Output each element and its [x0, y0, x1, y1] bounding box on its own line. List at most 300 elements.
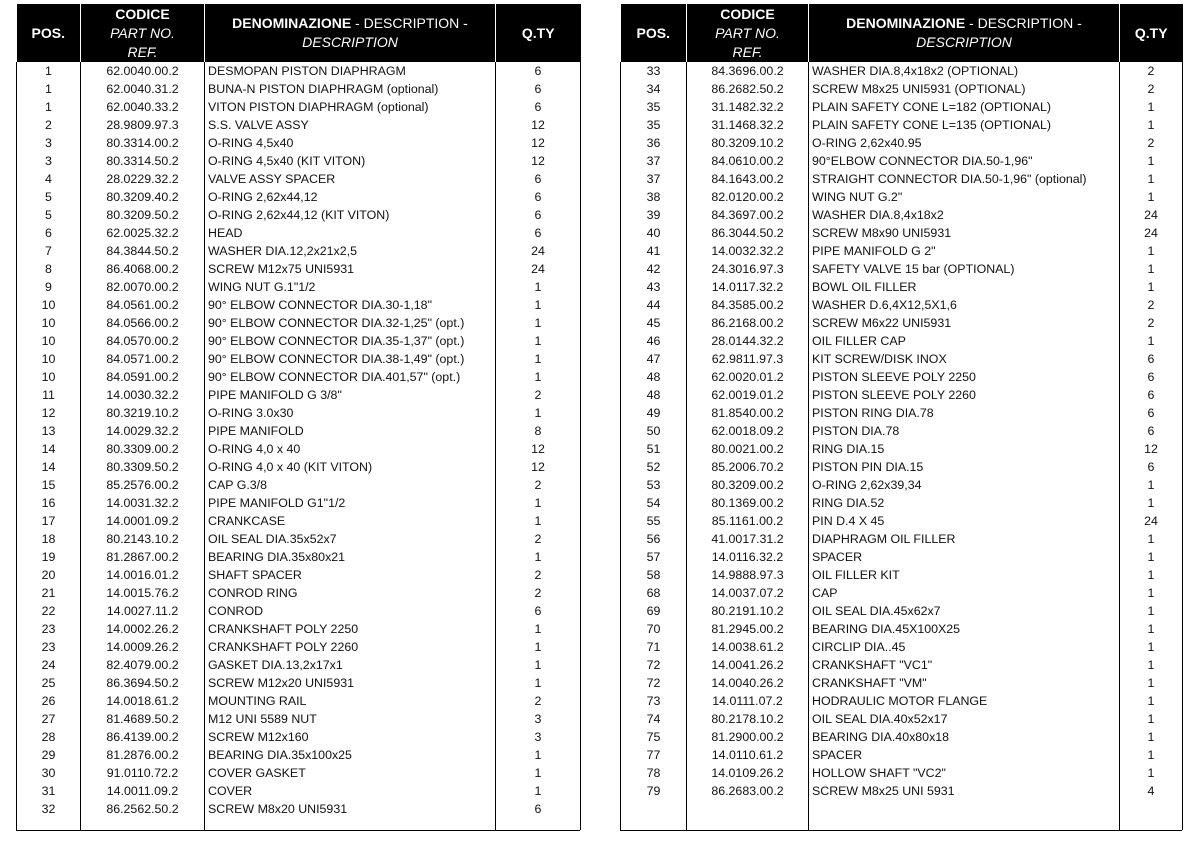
- quantity-cell: 1: [1120, 710, 1183, 728]
- description-cell: KIT SCREW/DISK INOX: [809, 350, 1120, 368]
- description-cell: O-RING 2,62x40.95: [809, 134, 1120, 152]
- part-number-cell: 14.0116.32.2: [687, 548, 809, 566]
- pos-cell: 9: [17, 278, 81, 296]
- quantity-cell: 3: [496, 710, 581, 728]
- empty-cell: [496, 818, 581, 830]
- part-number-cell: 81.2945.00.2: [687, 620, 809, 638]
- pos-cell: 23: [17, 638, 81, 656]
- quantity-cell: 2: [1120, 62, 1183, 80]
- table-row: [621, 530, 1183, 548]
- pos-cell: 41: [621, 242, 687, 260]
- quantity-cell: 2: [496, 566, 581, 584]
- quantity-cell: 1: [496, 404, 581, 422]
- quantity-cell: 1: [1120, 638, 1183, 656]
- quantity-cell: 1: [1120, 530, 1183, 548]
- quantity-cell: 1: [1120, 746, 1183, 764]
- pos-cell: 34: [621, 80, 687, 98]
- description-cell: CRANKSHAFT "VC1": [809, 656, 1120, 674]
- description-cell: HEAD: [205, 224, 496, 242]
- part-number-cell: 81.2867.00.2: [81, 548, 205, 566]
- pos-cell: 57: [621, 548, 687, 566]
- table-row: [17, 242, 581, 260]
- table-row: [621, 602, 1183, 620]
- quantity-cell: 1: [1120, 566, 1183, 584]
- description-cell: WASHER D.6,4X12,5X1,6: [809, 296, 1120, 314]
- description-cell: PISTON DIA.78: [809, 422, 1120, 440]
- table-row: [621, 368, 1183, 386]
- table-row: [17, 260, 581, 278]
- quantity-cell: 1: [1120, 260, 1183, 278]
- quantity-cell: 1: [496, 746, 581, 764]
- pos-cell: 73: [621, 692, 687, 710]
- part-number-cell: 14.0027.11.2: [81, 602, 205, 620]
- part-number-cell: 80.0021.00.2: [687, 440, 809, 458]
- pos-cell: 8: [17, 260, 81, 278]
- pos-cell: 13: [17, 422, 81, 440]
- pos-cell: 18: [17, 530, 81, 548]
- description-cell: PLAIN SAFETY CONE L=135 (OPTIONAL): [809, 116, 1120, 134]
- quantity-cell: 24: [1120, 224, 1183, 242]
- quantity-cell: 1: [1120, 170, 1183, 188]
- qty-header: Q.TY: [496, 4, 581, 62]
- part-number-cell: 80.2143.10.2: [81, 530, 205, 548]
- pos-cell: 22: [17, 602, 81, 620]
- description-cell: BUNA-N PISTON DIAPHRAGM (optional): [205, 80, 496, 98]
- part-number-cell: 14.0018.61.2: [81, 692, 205, 710]
- table-row: [621, 566, 1183, 584]
- pos-cell: 7: [17, 242, 81, 260]
- quantity-cell: 1: [1120, 764, 1183, 782]
- pos-cell: 77: [621, 746, 687, 764]
- description-cell: O-RING 4,5x40: [205, 134, 496, 152]
- pos-cell: 10: [17, 350, 81, 368]
- part-number-cell: 24.3016.97.3: [687, 260, 809, 278]
- pos-cell: 72: [621, 656, 687, 674]
- part-number-cell: 84.0570.00.2: [81, 332, 205, 350]
- description-cell: WASHER DIA.12,2x21x2,5: [205, 242, 496, 260]
- pos-cell: 5: [17, 188, 81, 206]
- description-cell: O-RING 3.0x30: [205, 404, 496, 422]
- table-row: [621, 188, 1183, 206]
- pos-cell: 48: [621, 386, 687, 404]
- quantity-cell: 1: [1120, 494, 1183, 512]
- part-number-cell: 81.2876.00.2: [81, 746, 205, 764]
- table-row: [17, 692, 581, 710]
- table-row: [621, 62, 1183, 80]
- part-number-cell: 82.4079.00.2: [81, 656, 205, 674]
- description-cell: O-RING 2,62x39,34: [809, 476, 1120, 494]
- quantity-cell: 24: [1120, 206, 1183, 224]
- part-number-cell: 62.0019.01.2: [687, 386, 809, 404]
- table-bottom-border-left: [16, 830, 580, 831]
- part-number-cell: 84.3696.00.2: [687, 62, 809, 80]
- table-row: [17, 134, 581, 152]
- description-cell: BEARING DIA.35x80x21: [205, 548, 496, 566]
- pos-cell: 69: [621, 602, 687, 620]
- table-row: [17, 188, 581, 206]
- part-number-cell: 86.2562.50.2: [81, 800, 205, 818]
- quantity-cell: 1: [496, 782, 581, 800]
- part-number-cell: 86.2683.00.2: [687, 782, 809, 800]
- table-row: [17, 368, 581, 386]
- description-cell: CAP: [809, 584, 1120, 602]
- part-number-cell: 14.0031.32.2: [81, 494, 205, 512]
- table-row: [17, 170, 581, 188]
- part-number-cell: 84.0571.00.2: [81, 350, 205, 368]
- description-cell: 90°ELBOW CONNECTOR DIA.50-1,96": [809, 152, 1120, 170]
- quantity-cell: 6: [496, 224, 581, 242]
- table-row: [17, 548, 581, 566]
- description-cell: GASKET DIA.13,2x17x1: [205, 656, 496, 674]
- description-cell: 90° ELBOW CONNECTOR DIA.35-1,37" (opt.): [205, 332, 496, 350]
- table-row: [621, 494, 1183, 512]
- table-row: [17, 458, 581, 476]
- description-cell: OIL SEAL DIA.45x62x7: [809, 602, 1120, 620]
- part-number-cell: 14.0117.32.2: [687, 278, 809, 296]
- pos-cell: 14: [17, 458, 81, 476]
- table-row: [621, 782, 1183, 800]
- description-cell: CRANKSHAFT POLY 2250: [205, 620, 496, 638]
- table-row: [17, 116, 581, 134]
- qty-header: Q.TY: [1120, 4, 1183, 62]
- pos-cell: 48: [621, 368, 687, 386]
- description-cell: O-RING 4,0 x 40: [205, 440, 496, 458]
- quantity-cell: 12: [496, 152, 581, 170]
- part-number-cell: 82.0070.00.2: [81, 278, 205, 296]
- table-row: [17, 800, 581, 818]
- part-number-cell: 84.3585.00.2: [687, 296, 809, 314]
- part-number-cell: 14.0011.09.2: [81, 782, 205, 800]
- part-number-cell: 62.0040.31.2: [81, 80, 205, 98]
- quantity-cell: 8: [496, 422, 581, 440]
- quantity-cell: 1: [1120, 674, 1183, 692]
- pos-cell: 19: [17, 548, 81, 566]
- part-number-cell: 82.0120.00.2: [687, 188, 809, 206]
- part-number-cell: 81.4689.50.2: [81, 710, 205, 728]
- table-row: [17, 314, 581, 332]
- quantity-cell: 1: [1120, 278, 1183, 296]
- description-cell: SCREW M8x25 UNI 5931: [809, 782, 1120, 800]
- description-cell: DIAPHRAGM OIL FILLER: [809, 530, 1120, 548]
- part-number-cell: 86.4068.00.2: [81, 260, 205, 278]
- table-row: [17, 494, 581, 512]
- part-number-cell: 80.3314.00.2: [81, 134, 205, 152]
- quantity-cell: 1: [1120, 188, 1183, 206]
- table-row: [17, 440, 581, 458]
- part-number-cell: 62.0040.00.2: [81, 62, 205, 80]
- description-cell: PIN D.4 X 45: [809, 512, 1120, 530]
- description-cell: SPACER: [809, 746, 1120, 764]
- part-number-cell: 80.2191.10.2: [687, 602, 809, 620]
- table-row: [621, 98, 1183, 116]
- table-row: [621, 332, 1183, 350]
- description-cell: PISTON RING DIA.78: [809, 404, 1120, 422]
- description-cell: CONROD: [205, 602, 496, 620]
- table-row: [621, 764, 1183, 782]
- filler-row: [621, 800, 1183, 830]
- part-number-cell: 84.0561.00.2: [81, 296, 205, 314]
- part-number-cell: 14.0015.76.2: [81, 584, 205, 602]
- pos-cell: 53: [621, 476, 687, 494]
- pos-cell: 17: [17, 512, 81, 530]
- table-row: [621, 260, 1183, 278]
- pos-cell: 10: [17, 296, 81, 314]
- description-cell: PISTON PIN DIA.15: [809, 458, 1120, 476]
- description-cell: O-RING 4,5x40 (KIT VITON): [205, 152, 496, 170]
- table-bottom-border-right: [620, 830, 1182, 831]
- pos-cell: 3: [17, 134, 81, 152]
- part-number-cell: 28.9809.97.3: [81, 116, 205, 134]
- quantity-cell: 1: [1120, 98, 1183, 116]
- quantity-cell: 1: [1120, 152, 1183, 170]
- quantity-cell: 2: [1120, 314, 1183, 332]
- header-row: [17, 4, 581, 62]
- pos-cell: 24: [17, 656, 81, 674]
- parts-table-left: [16, 4, 581, 830]
- part-number-cell: 14.0041.26.2: [687, 656, 809, 674]
- table-row: [621, 674, 1183, 692]
- description-cell: BOWL OIL FILLER: [809, 278, 1120, 296]
- quantity-cell: 1: [1120, 728, 1183, 746]
- table-row: [17, 206, 581, 224]
- empty-cell: [687, 800, 809, 830]
- table-row: [17, 152, 581, 170]
- part-number-cell: 14.0037.07.2: [687, 584, 809, 602]
- description-cell: CRANKSHAFT "VM": [809, 674, 1120, 692]
- table-row: [17, 422, 581, 440]
- table-row: [621, 404, 1183, 422]
- quantity-cell: 2: [1120, 80, 1183, 98]
- quantity-cell: 1: [496, 638, 581, 656]
- part-number-cell: 81.8540.00.2: [687, 404, 809, 422]
- pos-cell: 2: [17, 116, 81, 134]
- description-cell: SCREW M8x90 UNI5931: [809, 224, 1120, 242]
- pos-cell: 26: [17, 692, 81, 710]
- description-cell: SCREW M8x25 UNI5931 (OPTIONAL): [809, 80, 1120, 98]
- pos-cell: 27: [17, 710, 81, 728]
- table-row: [621, 224, 1183, 242]
- pos-cell: 28: [17, 728, 81, 746]
- pos-cell: 42: [621, 260, 687, 278]
- description-header: DENOMINAZIONE - DESCRIPTION - DESCRIPTION: [809, 4, 1120, 62]
- table-row: [621, 656, 1183, 674]
- empty-cell: [205, 818, 496, 830]
- description-cell: SCREW M12x20 UNI5931: [205, 674, 496, 692]
- description-cell: PIPE MANIFOLD G 3/8": [205, 386, 496, 404]
- description-cell: WASHER DIA.8,4x18x2 (OPTIONAL): [809, 62, 1120, 80]
- description-cell: PISTON SLEEVE POLY 2260: [809, 386, 1120, 404]
- pos-cell: 46: [621, 332, 687, 350]
- description-cell: SCREW M8x20 UNI5931: [205, 800, 496, 818]
- quantity-cell: 6: [496, 206, 581, 224]
- part-number-cell: 84.0591.00.2: [81, 368, 205, 386]
- quantity-cell: 24: [496, 260, 581, 278]
- pos-cell: 54: [621, 494, 687, 512]
- quantity-cell: 12: [496, 458, 581, 476]
- table-row: [621, 710, 1183, 728]
- table-row: [621, 296, 1183, 314]
- table-row: [17, 386, 581, 404]
- quantity-cell: 1: [496, 296, 581, 314]
- pos-cell: 52: [621, 458, 687, 476]
- table-row: [17, 566, 581, 584]
- quantity-cell: 1: [1120, 692, 1183, 710]
- description-cell: MOUNTING RAIL: [205, 692, 496, 710]
- part-number-cell: 14.0110.61.2: [687, 746, 809, 764]
- quantity-cell: 2: [1120, 296, 1183, 314]
- part-number-cell: 80.3309.50.2: [81, 458, 205, 476]
- part-number-cell: 14.0001.09.2: [81, 512, 205, 530]
- quantity-cell: 1: [496, 494, 581, 512]
- table-row: [17, 728, 581, 746]
- pos-cell: 4: [17, 170, 81, 188]
- empty-cell: [81, 818, 205, 830]
- pos-cell: 10: [17, 332, 81, 350]
- parts-list-left: [17, 62, 581, 830]
- part-number-cell: 84.0566.00.2: [81, 314, 205, 332]
- table-row: [17, 350, 581, 368]
- description-cell: VITON PISTON DIAPHRAGM (optional): [205, 98, 496, 116]
- description-cell: SHAFT SPACER: [205, 566, 496, 584]
- pos-cell: 25: [17, 674, 81, 692]
- table-row: [621, 206, 1183, 224]
- table-row: [621, 638, 1183, 656]
- part-number-cell: 14.0016.01.2: [81, 566, 205, 584]
- table-row: [17, 710, 581, 728]
- pos-cell: 33: [621, 62, 687, 80]
- description-cell: PIPE MANIFOLD: [205, 422, 496, 440]
- description-cell: CIRCLIP DIA..45: [809, 638, 1120, 656]
- part-number-cell: 86.3044.50.2: [687, 224, 809, 242]
- table-row: [621, 620, 1183, 638]
- description-cell: WASHER DIA.8,4x18x2: [809, 206, 1120, 224]
- part-number-cell: 14.9888.97.3: [687, 566, 809, 584]
- description-cell: SCREW M12x160: [205, 728, 496, 746]
- table-row: [621, 170, 1183, 188]
- pos-cell: 43: [621, 278, 687, 296]
- description-cell: 90° ELBOW CONNECTOR DIA.30-1,18": [205, 296, 496, 314]
- quantity-cell: 6: [496, 62, 581, 80]
- empty-cell: [17, 818, 81, 830]
- quantity-cell: 2: [496, 584, 581, 602]
- code-header: CODICE PART NO. REF.: [687, 4, 809, 62]
- description-cell: RING DIA.52: [809, 494, 1120, 512]
- table-row: [621, 548, 1183, 566]
- quantity-cell: 1: [1120, 116, 1183, 134]
- empty-cell: [621, 800, 687, 830]
- table-row: [621, 440, 1183, 458]
- quantity-cell: 2: [496, 476, 581, 494]
- description-cell: WING NUT G.1"1/2: [205, 278, 496, 296]
- table-row: [17, 602, 581, 620]
- description-cell: DESMOPAN PISTON DIAPHRAGM: [205, 62, 496, 80]
- pos-cell: 10: [17, 314, 81, 332]
- pos-cell: 56: [621, 530, 687, 548]
- quantity-cell: 6: [496, 170, 581, 188]
- description-cell: CONROD RING: [205, 584, 496, 602]
- quantity-cell: 6: [496, 80, 581, 98]
- description-header: DENOMINAZIONE - DESCRIPTION - DESCRIPTION: [205, 4, 496, 62]
- part-number-cell: 81.2900.00.2: [687, 728, 809, 746]
- part-number-cell: 84.1643.00.2: [687, 170, 809, 188]
- quantity-cell: 1: [496, 764, 581, 782]
- table-row: [17, 638, 581, 656]
- quantity-cell: 12: [496, 116, 581, 134]
- pos-cell: 21: [17, 584, 81, 602]
- quantity-cell: 1: [1120, 620, 1183, 638]
- pos-cell: 10: [17, 368, 81, 386]
- description-cell: CRANKCASE: [205, 512, 496, 530]
- pos-cell: 68: [621, 584, 687, 602]
- pos-cell: 49: [621, 404, 687, 422]
- table-row: [17, 674, 581, 692]
- table-row: [17, 404, 581, 422]
- pos-cell: 14: [17, 440, 81, 458]
- description-cell: BEARING DIA.45X100X25: [809, 620, 1120, 638]
- description-cell: M12 UNI 5589 NUT: [205, 710, 496, 728]
- description-cell: HOLLOW SHAFT "VC2": [809, 764, 1120, 782]
- quantity-cell: 2: [496, 692, 581, 710]
- quantity-cell: 1: [496, 278, 581, 296]
- description-cell: PIPE MANIFOLD G 2": [809, 242, 1120, 260]
- quantity-cell: 12: [496, 134, 581, 152]
- description-cell: STRAIGHT CONNECTOR DIA.50-1,96" (optional): [809, 170, 1120, 188]
- part-number-cell: 85.2006.70.2: [687, 458, 809, 476]
- table-row: [621, 422, 1183, 440]
- quantity-cell: 24: [496, 242, 581, 260]
- description-cell: CAP G.3/8: [205, 476, 496, 494]
- pos-cell: 1: [17, 80, 81, 98]
- part-number-cell: 31.1482.32.2: [687, 98, 809, 116]
- table-row: [17, 80, 581, 98]
- description-cell: COVER GASKET: [205, 764, 496, 782]
- quantity-cell: 6: [1120, 368, 1183, 386]
- description-cell: BEARING DIA.40x80x18: [809, 728, 1120, 746]
- pos-cell: 78: [621, 764, 687, 782]
- part-number-cell: 62.0018.09.2: [687, 422, 809, 440]
- part-number-cell: 14.0029.32.2: [81, 422, 205, 440]
- table-row: [17, 530, 581, 548]
- quantity-cell: 1: [496, 656, 581, 674]
- description-cell: SAFETY VALVE 15 bar (OPTIONAL): [809, 260, 1120, 278]
- quantity-cell: 1: [1120, 332, 1183, 350]
- description-cell: VALVE ASSY SPACER: [205, 170, 496, 188]
- quantity-cell: 12: [1120, 440, 1183, 458]
- code-header: CODICE PART NO. REF.: [81, 4, 205, 62]
- pos-cell: 47: [621, 350, 687, 368]
- pos-cell: 16: [17, 494, 81, 512]
- pos-cell: 50: [621, 422, 687, 440]
- quantity-cell: 1: [496, 314, 581, 332]
- description-cell: SPACER: [809, 548, 1120, 566]
- table-row: [621, 458, 1183, 476]
- quantity-cell: 24: [1120, 512, 1183, 530]
- part-number-cell: 14.0038.61.2: [687, 638, 809, 656]
- table-row: [17, 98, 581, 116]
- part-number-cell: 86.2682.50.2: [687, 80, 809, 98]
- pos-cell: 37: [621, 170, 687, 188]
- table-row: [621, 134, 1183, 152]
- table-row: [17, 620, 581, 638]
- quantity-cell: 1: [1120, 584, 1183, 602]
- description-cell: HODRAULIC MOTOR FLANGE: [809, 692, 1120, 710]
- description-cell: S.S. VALVE ASSY: [205, 116, 496, 134]
- quantity-cell: 6: [1120, 404, 1183, 422]
- part-number-cell: 41.0017.31.2: [687, 530, 809, 548]
- table-row: [17, 764, 581, 782]
- pos-cell: 79: [621, 782, 687, 800]
- description-cell: SCREW M12x75 UNI5931: [205, 260, 496, 278]
